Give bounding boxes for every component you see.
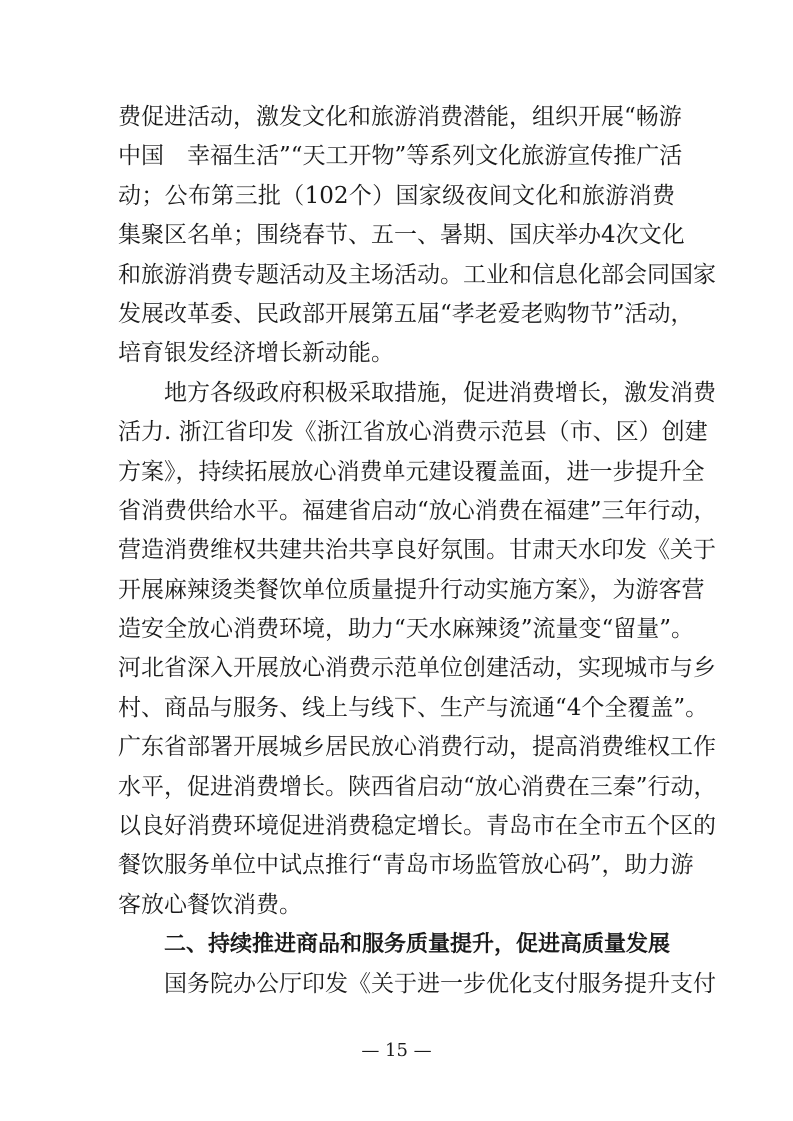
text-line: 方案》，持续拓展放心消费单元建设覆盖面，进一步提升全	[118, 458, 705, 485]
page-number: — 15 —	[361, 1040, 432, 1061]
paragraph-3	[118, 965, 716, 1004]
text-line: 和旅游消费专题活动及主场活动。工业和信息化部会同国家	[118, 261, 716, 288]
text-line: 广东省部署开展城乡居民放心消费行动，提高消费维权工作	[118, 734, 716, 761]
section-heading: 二、持续推进商品和服务质量提升，促进高质量发展	[164, 932, 671, 958]
text-line: 培育银发经济增长新动能。	[118, 340, 394, 367]
document-body	[118, 98, 717, 1004]
text-line: 中国 幸福生活”“天工开物”等系列文化旅游宣传推广活	[118, 143, 683, 170]
text-line: 客放心餐饮消费。	[118, 891, 302, 918]
paragraph-1	[118, 98, 716, 374]
text-line: 餐饮服务单位中试点推行“青岛市场监管放心码”，助力游	[118, 852, 694, 879]
paragraph-2	[118, 374, 717, 925]
text-line: 村、商品与服务、线上与线下、生产与流通“4个全覆盖”。	[118, 694, 709, 721]
text-line: 费促进活动，激发文化和旅游消费潜能，组织开展“畅游	[118, 104, 682, 130]
text-line: 造安全放心消费环境，助力“天水麻辣烫”流量变“留量”。	[118, 616, 695, 643]
text-line: 以良好消费环境促进消费稳定增长。青岛市在全市五个区的	[118, 813, 716, 840]
text-line: 地方各级政府积极采取措施，促进消费增长，激发消费	[164, 379, 716, 406]
text-line: 活力. 浙江省印发《浙江省放心消费示范县（市、区）创建	[118, 419, 708, 446]
text-line: 河北省深入开展放心消费示范单位创建活动，实现城市与乡	[118, 655, 716, 682]
text-line: 动；公布第三批（102个）国家级夜间文化和旅游消费	[118, 182, 675, 209]
text-line: 营造消费维权共建共治共享良好氛围。甘肃天水印发《关于	[118, 537, 716, 564]
text-line: 集聚区名单；围绕春节、五一、暑期、国庆举办4次文化	[118, 222, 685, 249]
text-line: 水平，促进消费增长。陕西省启动“放心消费在三秦”行动，	[118, 773, 717, 800]
text-line: 国务院办公厅印发《关于进一步优化支付服务提升支付	[164, 970, 716, 997]
text-line: 开展麻辣烫类餐饮单位质量提升行动实施方案》，为游客营	[118, 576, 705, 603]
text-line: 发展改革委、民政部开展第五届“孝老爱老购物节”活动，	[118, 300, 694, 327]
text-line: 省消费供给水平。福建省启动“放心消费在福建”三年行动，	[118, 497, 717, 524]
